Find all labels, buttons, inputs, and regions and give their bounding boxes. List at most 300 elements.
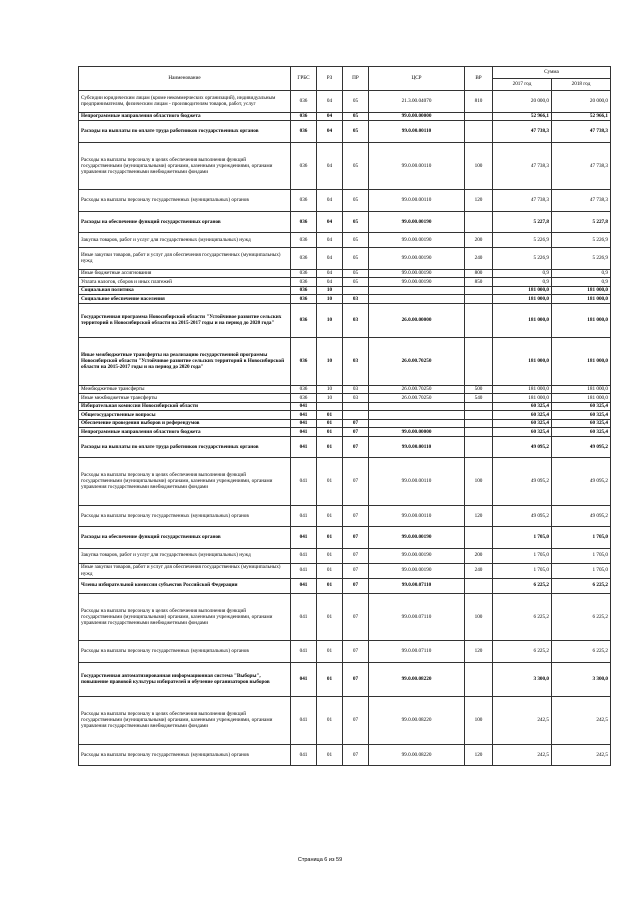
cell-sum-2017: 181 000,0 (493, 286, 552, 295)
cell-vr (465, 411, 493, 420)
cell-name: Члены избирательной комиссии субъектов Российской Федерации (79, 578, 291, 593)
cell-name: Расходы на обеспечение функций государственных органов (79, 527, 291, 549)
header-csr: ЦСР (369, 67, 465, 91)
cell-rz: 01 (317, 548, 343, 563)
cell-sum-2017: 5 226,9 (493, 248, 552, 270)
table-row (79, 338, 611, 386)
cell-sum-2017: 242,5 (493, 744, 552, 766)
cell-pr: 05 (343, 142, 369, 190)
header-rz: РЗ (317, 67, 343, 91)
cell-grbs: 036 (291, 286, 317, 295)
cell-name: Субсидии юридическим лицам (кроме некоммерческих организаций), индивидуальным предпринимателям, физическим лицам - производителям товаров, работ, услуг (79, 91, 291, 113)
table-row (79, 112, 611, 121)
cell-pr: 05 (343, 91, 369, 113)
cell-sum-2017: 60 325,4 (493, 419, 552, 428)
cell-sum-2018: 0,9 (552, 269, 611, 278)
cell-pr: 07 (343, 593, 369, 641)
cell-rz (317, 402, 343, 411)
cell-vr: 120 (465, 641, 493, 663)
cell-rz: 10 (317, 295, 343, 304)
cell-sum-2017: 181 000,0 (493, 385, 552, 394)
cell-rz: 01 (317, 744, 343, 766)
table-body (79, 91, 611, 766)
cell-pr: 05 (343, 121, 369, 143)
cell-sum-2017: 20 000,0 (493, 91, 552, 113)
cell-sum-2018: 49 095,2 (552, 458, 611, 506)
cell-rz: 10 (317, 303, 343, 338)
cell-csr: 26.0.00.70250 (369, 338, 465, 386)
table-row (79, 394, 611, 403)
cell-grbs: 036 (291, 91, 317, 113)
cell-name: Иные закупки товаров, работ и услуг для обеспечения государственных (муниципальных) нужд (79, 563, 291, 578)
cell-name: Закупка товаров, работ и услуг для государственных (муниципальных) нужд (79, 548, 291, 563)
cell-name: Расходы на выплаты персоналу государственных (муниципальных) органов (79, 505, 291, 527)
cell-vr: 100 (465, 593, 493, 641)
table-row (79, 278, 611, 287)
cell-vr: 200 (465, 233, 493, 248)
cell-sum-2017: 52 966,1 (493, 112, 552, 121)
table-row (79, 548, 611, 563)
budget-document (78, 66, 610, 766)
cell-sum-2018: 6 225,2 (552, 641, 611, 663)
cell-sum-2017: 1 705,0 (493, 527, 552, 549)
cell-csr: 21.3.00.04070 (369, 91, 465, 113)
cell-grbs: 041 (291, 436, 317, 458)
cell-grbs: 036 (291, 385, 317, 394)
cell-sum-2018: 60 325,4 (552, 428, 611, 437)
cell-csr: 99.0.00.00190 (369, 248, 465, 270)
table-row (79, 428, 611, 437)
cell-grbs: 041 (291, 641, 317, 663)
cell-name: Общегосударственные вопросы (79, 411, 291, 420)
cell-csr: 99.0.00.08220 (369, 662, 465, 697)
cell-rz: 04 (317, 91, 343, 113)
table-row (79, 286, 611, 295)
cell-pr: 07 (343, 419, 369, 428)
cell-grbs: 036 (291, 394, 317, 403)
cell-name: Государственная автоматизированная информационная система "Выборы", повышение правовой культуры избирателей и обучение организаторов выборов (79, 662, 291, 697)
cell-name: Межбюджетные трансферты (79, 385, 291, 394)
cell-sum-2017: 242,5 (493, 697, 552, 745)
cell-vr: 100 (465, 142, 493, 190)
cell-grbs: 041 (291, 428, 317, 437)
cell-vr (465, 112, 493, 121)
cell-sum-2017: 0,9 (493, 269, 552, 278)
cell-sum-2018: 181 000,0 (552, 338, 611, 386)
cell-sum-2018: 242,5 (552, 697, 611, 745)
cell-sum-2017: 5 226,9 (493, 233, 552, 248)
cell-csr: 26.0.00.70250 (369, 385, 465, 394)
cell-csr (369, 295, 465, 304)
cell-sum-2018: 181 000,0 (552, 385, 611, 394)
cell-name: Социальная политика (79, 286, 291, 295)
cell-name: Социальное обеспечение населения (79, 295, 291, 304)
cell-pr: 07 (343, 548, 369, 563)
cell-sum-2017: 49 095,2 (493, 458, 552, 506)
cell-csr: 99.0.00.07110 (369, 641, 465, 663)
cell-sum-2018: 60 325,4 (552, 411, 611, 420)
cell-csr: 99.0.00.00190 (369, 233, 465, 248)
cell-pr: 07 (343, 578, 369, 593)
table-row (79, 211, 611, 233)
table-row (79, 563, 611, 578)
header-year-2017: 2017 год (493, 79, 552, 91)
cell-pr (343, 411, 369, 420)
cell-rz: 01 (317, 436, 343, 458)
cell-pr: 07 (343, 697, 369, 745)
table-row (79, 295, 611, 304)
cell-csr: 99.0.00.07110 (369, 578, 465, 593)
cell-name: Расходы на обеспечение функций государственных органов (79, 211, 291, 233)
cell-name: Расходы на выплаты персоналу в целях обеспечения выполнения функций государственными (муниципальными) органами, казенными учреждениями, органами управления государственными внебюджетными фондами (79, 142, 291, 190)
cell-csr: 99.0.00.07110 (369, 593, 465, 641)
cell-sum-2018: 6 225,2 (552, 593, 611, 641)
cell-vr: 100 (465, 458, 493, 506)
cell-name: Закупка товаров, работ и услуг для государственных (муниципальных) нужд (79, 233, 291, 248)
cell-rz: 01 (317, 411, 343, 420)
cell-rz: 04 (317, 269, 343, 278)
cell-csr: 99.0.00.00110 (369, 458, 465, 506)
cell-name: Государственная программа Новосибирской области "Устойчивое развитие сельских территорий в Новосибирской области на 2015-2017 годы и на период до 2020 года" (79, 303, 291, 338)
cell-sum-2017: 60 325,4 (493, 402, 552, 411)
cell-sum-2018: 0,9 (552, 278, 611, 287)
cell-vr: 200 (465, 548, 493, 563)
table-row (79, 436, 611, 458)
cell-grbs: 041 (291, 744, 317, 766)
cell-pr: 07 (343, 641, 369, 663)
cell-pr: 05 (343, 278, 369, 287)
table-row (79, 593, 611, 641)
table-row (79, 303, 611, 338)
cell-pr: 05 (343, 233, 369, 248)
cell-csr: 99.0.00.08220 (369, 697, 465, 745)
cell-vr: 120 (465, 190, 493, 212)
cell-vr: 540 (465, 394, 493, 403)
cell-sum-2018: 3 300,0 (552, 662, 611, 697)
cell-csr: 99.0.00.00190 (369, 527, 465, 549)
page-number: Страница 6 из 59 (297, 857, 343, 863)
cell-grbs: 036 (291, 338, 317, 386)
cell-grbs: 041 (291, 593, 317, 641)
cell-sum-2017: 49 095,2 (493, 436, 552, 458)
budget-table (78, 66, 611, 766)
table-row (79, 505, 611, 527)
cell-pr: 03 (343, 394, 369, 403)
cell-vr (465, 402, 493, 411)
table-row (79, 458, 611, 506)
cell-grbs: 041 (291, 548, 317, 563)
cell-name: Иные бюджетные ассигнования (79, 269, 291, 278)
cell-pr: 07 (343, 428, 369, 437)
header-grbs: ГРБС (291, 67, 317, 91)
cell-grbs: 041 (291, 402, 317, 411)
header-year-2018: 2018 год (552, 79, 611, 91)
cell-csr: 99.0.00.00000 (369, 428, 465, 437)
cell-sum-2017: 1 705,0 (493, 548, 552, 563)
cell-sum-2018: 49 095,2 (552, 436, 611, 458)
cell-rz: 04 (317, 190, 343, 212)
cell-name: Расходы на выплаты по оплате труда работников государственных органов (79, 121, 291, 143)
cell-vr: 120 (465, 505, 493, 527)
cell-grbs: 041 (291, 697, 317, 745)
cell-sum-2018: 47 738,3 (552, 121, 611, 143)
cell-name: Расходы на выплаты персоналу государственных (муниципальных) органов (79, 744, 291, 766)
cell-name: Расходы на выплаты персоналу в целях обеспечения выполнения функций государственными (муниципальными) органами, казенными учреждениями, органами управления государственными внебюджетными фондами (79, 458, 291, 506)
cell-sum-2017: 47 738,3 (493, 142, 552, 190)
cell-csr: 99.0.00.00190 (369, 548, 465, 563)
cell-vr: 240 (465, 248, 493, 270)
header-pr: ПР (343, 67, 369, 91)
cell-sum-2017: 5 227,8 (493, 211, 552, 233)
cell-pr: 07 (343, 458, 369, 506)
cell-csr (369, 402, 465, 411)
cell-grbs: 036 (291, 112, 317, 121)
cell-sum-2018: 6 225,2 (552, 578, 611, 593)
cell-pr: 05 (343, 112, 369, 121)
cell-vr (465, 436, 493, 458)
cell-sum-2018: 49 095,2 (552, 505, 611, 527)
cell-vr (465, 338, 493, 386)
cell-vr (465, 419, 493, 428)
table-row (79, 248, 611, 270)
cell-name: Непрограммные направления областного бюджета (79, 112, 291, 121)
cell-grbs: 041 (291, 411, 317, 420)
cell-vr (465, 295, 493, 304)
header-sum: Сумма (493, 67, 611, 79)
cell-vr (465, 428, 493, 437)
cell-vr (465, 286, 493, 295)
table-row (79, 402, 611, 411)
cell-pr: 03 (343, 338, 369, 386)
cell-pr (343, 402, 369, 411)
cell-pr: 05 (343, 211, 369, 233)
cell-name: Непрограммные направления областного бюджета (79, 428, 291, 437)
cell-grbs: 036 (291, 295, 317, 304)
cell-pr: 05 (343, 248, 369, 270)
cell-vr: 120 (465, 744, 493, 766)
cell-rz: 04 (317, 278, 343, 287)
cell-csr: 99.0.00.00110 (369, 505, 465, 527)
cell-sum-2017: 6 225,2 (493, 578, 552, 593)
cell-rz: 01 (317, 662, 343, 697)
cell-pr: 07 (343, 744, 369, 766)
cell-csr: 99.0.00.00190 (369, 563, 465, 578)
table-row (79, 91, 611, 113)
cell-csr: 99.0.00.00190 (369, 211, 465, 233)
cell-sum-2018: 5 226,9 (552, 233, 611, 248)
table-row (79, 142, 611, 190)
table-row (79, 744, 611, 766)
cell-sum-2017: 181 000,0 (493, 338, 552, 386)
cell-grbs: 041 (291, 662, 317, 697)
cell-csr: 99.0.00.08220 (369, 744, 465, 766)
cell-csr (369, 419, 465, 428)
table-row (79, 121, 611, 143)
cell-grbs: 041 (291, 419, 317, 428)
cell-sum-2018: 1 705,0 (552, 527, 611, 549)
cell-pr: 03 (343, 295, 369, 304)
cell-rz: 10 (317, 394, 343, 403)
cell-sum-2018: 181 000,0 (552, 303, 611, 338)
cell-sum-2017: 181 000,0 (493, 303, 552, 338)
cell-csr (369, 286, 465, 295)
cell-vr: 240 (465, 563, 493, 578)
cell-rz: 10 (317, 385, 343, 394)
table-row (79, 411, 611, 420)
cell-rz: 04 (317, 233, 343, 248)
cell-sum-2017: 49 095,2 (493, 505, 552, 527)
cell-name: Расходы на выплаты персоналу государственных (муниципальных) органов (79, 190, 291, 212)
table-row (79, 697, 611, 745)
cell-sum-2017: 181 000,0 (493, 295, 552, 304)
cell-sum-2018: 5 227,8 (552, 211, 611, 233)
cell-rz: 01 (317, 697, 343, 745)
table-row (79, 527, 611, 549)
cell-sum-2018: 20 000,0 (552, 91, 611, 113)
cell-grbs: 036 (291, 233, 317, 248)
cell-rz: 01 (317, 428, 343, 437)
cell-sum-2017: 181 000,0 (493, 394, 552, 403)
cell-rz: 04 (317, 248, 343, 270)
cell-grbs: 041 (291, 458, 317, 506)
cell-sum-2018: 1 705,0 (552, 548, 611, 563)
cell-name: Расходы на выплаты персоналу в целях обеспечения выполнения функций государственными (муниципальными) органами, казенными учреждениями, органами управления государственными внебюджетными фондами (79, 697, 291, 745)
cell-sum-2018: 60 325,4 (552, 419, 611, 428)
cell-rz: 04 (317, 112, 343, 121)
cell-csr (369, 411, 465, 420)
cell-grbs: 036 (291, 269, 317, 278)
cell-rz: 01 (317, 641, 343, 663)
cell-rz: 01 (317, 527, 343, 549)
cell-sum-2018: 181 000,0 (552, 286, 611, 295)
cell-csr: 99.0.00.00190 (369, 269, 465, 278)
cell-sum-2018: 242,5 (552, 744, 611, 766)
cell-name: Иные межбюджетные трансферты на реализацию государственной программы Новосибирской области "Устойчивое развитие сельских территорий в Новосибирской области на 2015-2017 годы и на период до 2020 года" (79, 338, 291, 386)
cell-grbs: 041 (291, 578, 317, 593)
cell-sum-2017: 60 325,4 (493, 411, 552, 420)
cell-grbs: 036 (291, 278, 317, 287)
cell-csr: 99.0.00.00000 (369, 112, 465, 121)
header-vr: ВР (465, 67, 493, 91)
cell-name: Иные межбюджетные трансферты (79, 394, 291, 403)
cell-vr (465, 527, 493, 549)
cell-sum-2017: 6 225,2 (493, 593, 552, 641)
cell-rz: 04 (317, 142, 343, 190)
cell-name: Расходы на выплаты персоналу в целях обеспечения выполнения функций государственными (муниципальными) органами, казенными учреждениями, органами управления государственными внебюджетными фондами (79, 593, 291, 641)
cell-rz: 01 (317, 505, 343, 527)
cell-sum-2017: 3 300,0 (493, 662, 552, 697)
cell-vr: 810 (465, 91, 493, 113)
cell-sum-2018: 181 000,0 (552, 394, 611, 403)
cell-csr: 99.0.00.00110 (369, 190, 465, 212)
cell-grbs: 036 (291, 121, 317, 143)
cell-vr (465, 121, 493, 143)
cell-grbs: 036 (291, 303, 317, 338)
cell-vr: 800 (465, 269, 493, 278)
cell-grbs: 036 (291, 211, 317, 233)
cell-sum-2017: 1 705,0 (493, 563, 552, 578)
cell-vr: 850 (465, 278, 493, 287)
cell-vr (465, 211, 493, 233)
cell-vr: 500 (465, 385, 493, 394)
cell-grbs: 036 (291, 142, 317, 190)
cell-name: Иные закупки товаров, работ и услуг для обеспечения государственных (муниципальных) нужд (79, 248, 291, 270)
cell-sum-2017: 47 738,3 (493, 190, 552, 212)
cell-rz: 04 (317, 211, 343, 233)
cell-vr (465, 303, 493, 338)
cell-csr: 99.0.00.00110 (369, 436, 465, 458)
table-row (79, 662, 611, 697)
cell-rz: 01 (317, 593, 343, 641)
cell-rz: 01 (317, 458, 343, 506)
cell-csr: 26.0.00.00000 (369, 303, 465, 338)
header-name: Наименование (79, 67, 291, 91)
cell-name: Уплата налогов, сборов и иных платежей (79, 278, 291, 287)
cell-name: Обеспечение проведения выборов и референдумов (79, 419, 291, 428)
cell-pr: 07 (343, 527, 369, 549)
cell-sum-2018: 5 226,9 (552, 248, 611, 270)
table-row (79, 385, 611, 394)
cell-csr: 99.0.00.00110 (369, 121, 465, 143)
cell-sum-2018: 47 738,3 (552, 190, 611, 212)
cell-sum-2018: 1 705,0 (552, 563, 611, 578)
cell-pr: 05 (343, 269, 369, 278)
cell-sum-2018: 181 000,0 (552, 295, 611, 304)
cell-sum-2017: 60 325,4 (493, 428, 552, 437)
table-row (79, 269, 611, 278)
cell-vr (465, 578, 493, 593)
cell-grbs: 041 (291, 563, 317, 578)
cell-name: Избирательная комиссия Новосибирской области (79, 402, 291, 411)
cell-csr: 99.0.00.00110 (369, 142, 465, 190)
table-row (79, 190, 611, 212)
table-row (79, 233, 611, 248)
cell-grbs: 041 (291, 527, 317, 549)
cell-pr: 03 (343, 303, 369, 338)
table-row (79, 419, 611, 428)
cell-sum-2017: 6 225,2 (493, 641, 552, 663)
cell-rz: 04 (317, 121, 343, 143)
cell-csr: 99.0.00.00190 (369, 278, 465, 287)
cell-sum-2018: 52 966,1 (552, 112, 611, 121)
cell-vr (465, 662, 493, 697)
cell-pr: 03 (343, 385, 369, 394)
cell-pr (343, 286, 369, 295)
cell-name: Расходы на выплаты персоналу государственных (муниципальных) органов (79, 641, 291, 663)
cell-sum-2017: 0,9 (493, 278, 552, 287)
cell-pr: 07 (343, 563, 369, 578)
cell-rz: 01 (317, 563, 343, 578)
table-row (79, 578, 611, 593)
cell-rz: 10 (317, 286, 343, 295)
cell-rz: 10 (317, 338, 343, 386)
cell-sum-2018: 60 325,4 (552, 402, 611, 411)
cell-vr: 100 (465, 697, 493, 745)
cell-pr: 07 (343, 662, 369, 697)
cell-pr: 07 (343, 436, 369, 458)
cell-grbs: 036 (291, 248, 317, 270)
cell-rz: 01 (317, 419, 343, 428)
table-row (79, 641, 611, 663)
cell-pr: 07 (343, 505, 369, 527)
cell-csr: 26.0.00.70250 (369, 394, 465, 403)
cell-grbs: 036 (291, 190, 317, 212)
cell-rz: 01 (317, 578, 343, 593)
cell-sum-2018: 47 738,3 (552, 142, 611, 190)
cell-pr: 05 (343, 190, 369, 212)
cell-grbs: 041 (291, 505, 317, 527)
cell-name: Расходы на выплаты по оплате труда работников государственных органов (79, 436, 291, 458)
